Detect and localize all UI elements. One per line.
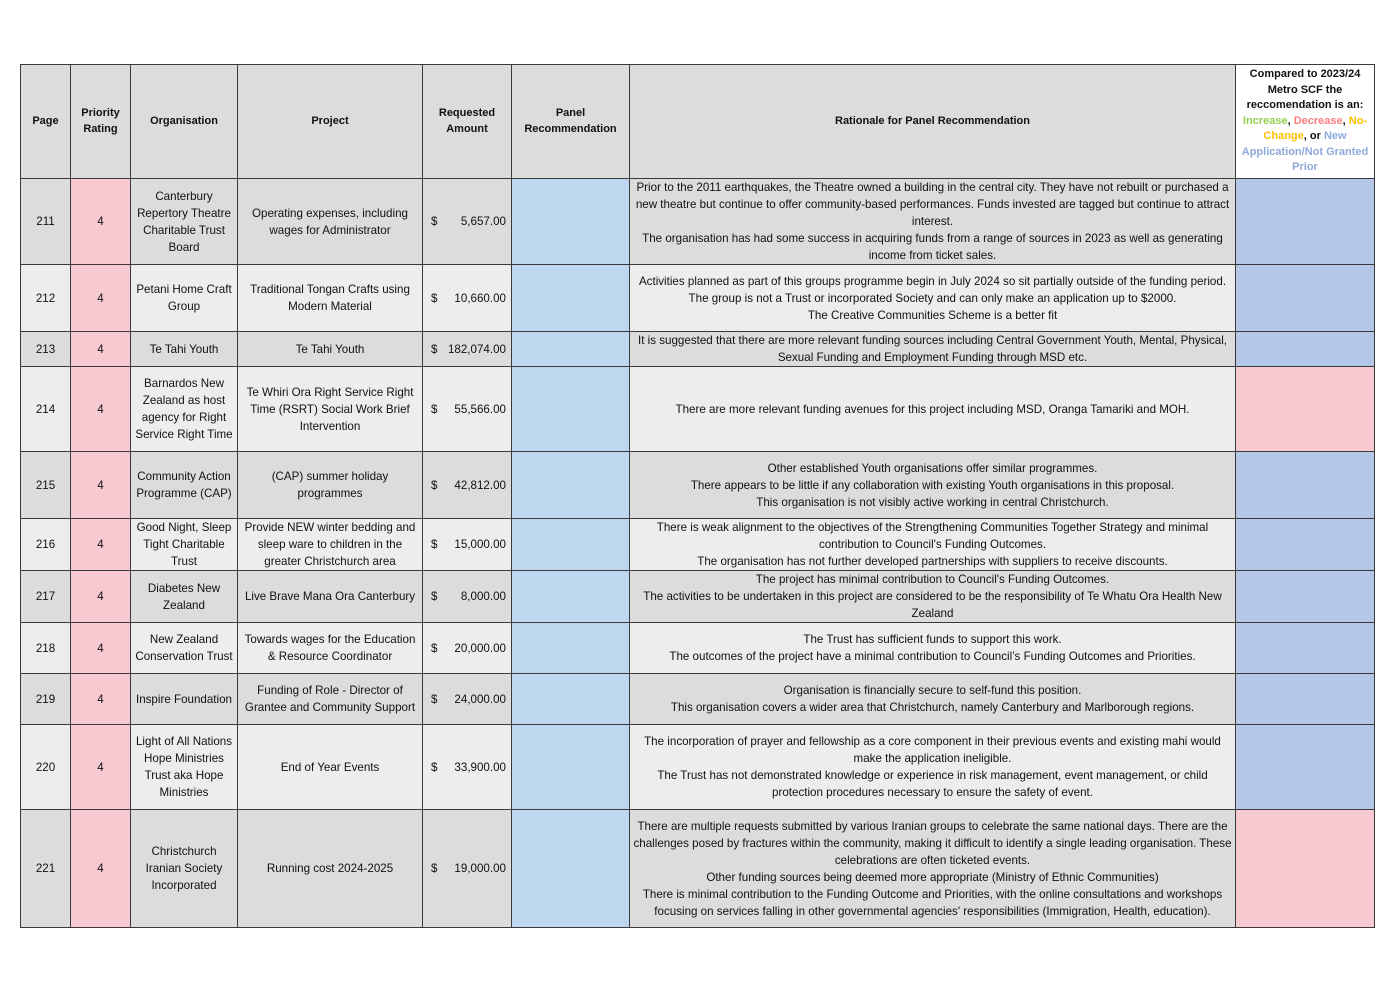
organisation-cell: Good Night, Sleep Tight Charitable Trust [131, 519, 238, 571]
comparison-cell [1236, 367, 1375, 452]
requested-amount-cell [423, 332, 512, 367]
organisation-cell: Inspire Foundation [131, 674, 238, 725]
requested-amount-cell [423, 571, 512, 623]
rationale-cell [630, 725, 1236, 810]
comparison-cell [1236, 810, 1375, 928]
rationale-cell [630, 519, 1236, 571]
comparison-cell [1236, 265, 1375, 332]
project-cell: Te Whiri Ora Right Service Right Time (RSRT) Social Work Brief Intervention [238, 367, 423, 452]
page-cell: 219 [21, 674, 71, 725]
comparison-cell [1236, 571, 1375, 623]
comparison-cell [1236, 179, 1375, 265]
rationale-cell [630, 367, 1236, 452]
panel-recommendation-cell [512, 674, 630, 725]
requested-amount-cell [423, 623, 512, 674]
table-row [21, 623, 1375, 674]
priority-cell: 4 [71, 810, 131, 928]
legend-sep: , [1287, 114, 1294, 127]
header-project: Project [238, 65, 423, 179]
rationale-line: There are multiple requests submitted by various Iranian groups to celebrate the same national days. There are the challenges posed by fractures within the community, making it difficult to identify a single leading organisation. These celebrations are often ticketed events. [633, 819, 1232, 867]
currency-symbol: $ [431, 862, 438, 875]
project-cell: Towards wages for the Education & Resource Coordinator [238, 623, 423, 674]
amount-value: 5,657.00 [460, 215, 506, 228]
legend-sep: , [1342, 114, 1349, 127]
requested-amount-cell [423, 179, 512, 265]
amount-value: 15,000.00 [454, 538, 506, 551]
requested-amount-cell [423, 367, 512, 452]
amount-value: 55,566.00 [454, 402, 506, 416]
comparison-cell [1236, 332, 1375, 367]
priority-cell: 4 [71, 623, 131, 674]
organisation-cell: Community Action Programme (CAP) [131, 452, 238, 519]
rationale-line: There is minimal contribution to the Funding Outcome and Priorities, with the online consultations and workshops focusing on services falling in other governmental agencies' responsibilities (Immigration, Health, education). [642, 887, 1223, 918]
header-priority-rating: Priority Rating [71, 65, 131, 179]
table-row [21, 179, 1375, 265]
rationale-line: Activities planned as part of this groups programme begin in July 2024 so sit partially outside of the funding period. [638, 274, 1227, 288]
organisation-cell: New Zealand Conservation Trust [131, 623, 238, 674]
table-row [21, 519, 1375, 571]
rationale-line: This organisation covers a wider area that Christchurch, namely Canterbury and Marlborough regions. [670, 701, 1195, 714]
table-row [21, 332, 1375, 367]
rationale-line: The Trust has not demonstrated knowledge or experience in risk management, event management, or child protection procedures necessary to ensure the safety of event. [657, 769, 1208, 799]
page-cell: 220 [21, 725, 71, 810]
rationale-line: The Creative Communities Scheme is a better fit [807, 308, 1058, 322]
page-cell: 221 [21, 810, 71, 928]
table-row [21, 571, 1375, 623]
rationale-line: The activities to be undertaken in this project are considered to be the responsibility of Te Whatu Ora Health New Zealand [643, 590, 1222, 620]
rationale-line: The group is not a Trust or incorporated Society and can only make an application up to $2000. [688, 291, 1177, 305]
legend-decrease: Decrease [1293, 114, 1343, 127]
table-row [21, 265, 1375, 332]
amount-value: 20,000.00 [454, 641, 506, 655]
header-row [21, 65, 1375, 179]
page-cell: 214 [21, 367, 71, 452]
comparison-intro: Compared to 2023/24 Metro SCF the reccomendation is an: [1246, 68, 1364, 112]
rationale-line: Other funding sources being deemed more appropriate (Ministry of Ethnic Communities) [706, 870, 1159, 884]
header-requested-amount: Requested Amount [423, 65, 512, 179]
rationale-cell [630, 332, 1236, 367]
comparison-cell [1236, 519, 1375, 571]
project-cell: Funding of Role - Director of Grantee and Community Support [238, 674, 423, 725]
comparison-cell [1236, 725, 1375, 810]
rationale-line: The Trust has sufficient funds to support this work. [803, 633, 1062, 646]
panel-recommendation-cell [512, 725, 630, 810]
project-cell: (CAP) summer holiday programmes [238, 452, 423, 519]
page-cell: 211 [21, 179, 71, 265]
rationale-line: The project has minimal contribution to Council's Funding Outcomes. [755, 573, 1110, 586]
comparison-cell [1236, 674, 1375, 725]
project-cell: End of Year Events [238, 725, 423, 810]
rationale-line: This organisation is not visibly active working in central Christchurch. [756, 495, 1109, 509]
rationale-cell [630, 265, 1236, 332]
panel-recommendation-cell [512, 265, 630, 332]
funding-recommendations-table [20, 64, 1375, 928]
legend-increase: Increase [1242, 114, 1288, 127]
comparison-cell [1236, 452, 1375, 519]
rationale-cell [630, 674, 1236, 725]
currency-symbol: $ [431, 760, 438, 774]
organisation-cell: Te Tahi Youth [131, 332, 238, 367]
rationale-line: There are more relevant funding avenues for this project including MSD, Oranga Tamariki and MOH. [675, 402, 1190, 416]
organisation-cell: Petani Home Craft Group [131, 265, 238, 332]
legend-no-change: No-Change [1263, 114, 1368, 143]
rationale-cell [630, 810, 1236, 928]
rationale-line: It is suggested that there are more relevant funding sources including Central Government Youth, Mental, Physical, Sexual Funding and Employment Funding through MSD etc. [637, 334, 1228, 364]
requested-amount-cell [423, 725, 512, 810]
amount-value: 19,000.00 [454, 862, 506, 875]
amount-value: 33,900.00 [454, 760, 506, 774]
amount-value: 24,000.00 [454, 692, 506, 706]
organisation-cell: Light of All Nations Hope Ministries Trust aka Hope Ministries [131, 725, 238, 810]
header-comparison [1236, 65, 1375, 179]
legend-or: , or [1303, 130, 1324, 143]
panel-recommendation-cell [512, 810, 630, 928]
requested-amount-cell [423, 674, 512, 725]
rationale-line: There is weak alignment to the objectives of the Strengthening Communities Together Strategy and minimal contribution to Council's Funding Outcomes. [656, 521, 1209, 551]
amount-value: 42,812.00 [454, 478, 506, 492]
table-row [21, 725, 1375, 810]
header-rationale: Rationale for Panel Recommendation [630, 65, 1236, 179]
requested-amount-cell [423, 265, 512, 332]
header-page: Page [21, 65, 71, 179]
priority-cell: 4 [71, 367, 131, 452]
project-cell: Live Brave Mana Ora Canterbury [238, 571, 423, 623]
priority-cell: 4 [71, 332, 131, 367]
rationale-line: There appears to be little if any collaboration with existing Youth organisations in this proposal. [690, 478, 1175, 492]
amount-value: 8,000.00 [460, 590, 506, 603]
comparison-cell [1236, 623, 1375, 674]
panel-recommendation-cell [512, 623, 630, 674]
rationale-line: The organisation has not further developed partnerships with suppliers to receive discounts. [697, 555, 1168, 568]
priority-cell: 4 [71, 519, 131, 571]
organisation-cell: Christchurch Iranian Society Incorporated [131, 810, 238, 928]
rationale-line: Other established Youth organisations offer similar programmes. [767, 461, 1098, 475]
legend-new-application: New Application/Not Granted Prior [1241, 130, 1369, 174]
rationale-line: The incorporation of prayer and fellowship as a core component in their previous events and existing mahi would make the application ineligible. [644, 735, 1221, 765]
currency-symbol: $ [431, 478, 438, 492]
panel-recommendation-cell [512, 452, 630, 519]
currency-symbol: $ [431, 590, 438, 603]
page-cell: 215 [21, 452, 71, 519]
page-cell: 212 [21, 265, 71, 332]
requested-amount-cell [423, 810, 512, 928]
project-cell: Running cost 2024-2025 [238, 810, 423, 928]
priority-cell: 4 [71, 674, 131, 725]
currency-symbol: $ [431, 402, 438, 416]
amount-value: 10,660.00 [454, 291, 506, 305]
project-cell: Traditional Tongan Crafts using Modern Material [238, 265, 423, 332]
requested-amount-cell [423, 519, 512, 571]
priority-cell: 4 [71, 725, 131, 810]
panel-recommendation-cell [512, 519, 630, 571]
amount-value: 182,074.00 [447, 342, 506, 356]
page-cell: 218 [21, 623, 71, 674]
table-row [21, 674, 1375, 725]
page-cell: 217 [21, 571, 71, 623]
rationale-line: The outcomes of the project have a minimal contribution to Council’s Funding Outcomes and Priorities. [669, 650, 1196, 663]
rationale-cell [630, 571, 1236, 623]
priority-cell: 4 [71, 179, 131, 265]
project-cell: Operating expenses, including wages for Administrator [238, 179, 423, 265]
currency-symbol: $ [431, 538, 438, 551]
rationale-line: Prior to the 2011 earthquakes, the Theatre owned a building in the central city. They have not rebuilt or purchased a new theatre but continue to offer community-based performances. Funds invested are tagged but continue to attract interest. [635, 181, 1230, 228]
requested-amount-cell [423, 452, 512, 519]
header-panel-recommendation: Panel Recommendation [512, 65, 630, 179]
currency-symbol: $ [431, 692, 438, 706]
header-organisation: Organisation [131, 65, 238, 179]
currency-symbol: $ [431, 215, 438, 228]
priority-cell: 4 [71, 452, 131, 519]
priority-cell: 4 [71, 265, 131, 332]
rationale-line: Organisation is financially secure to self-fund this position. [783, 684, 1082, 697]
table-row [21, 367, 1375, 452]
page-cell: 213 [21, 332, 71, 367]
rationale-line: The organisation has had some success in acquiring funds from a range of sources in 2023 as well as generating income from ticket sales. [642, 232, 1223, 262]
project-cell: Provide NEW winter bedding and sleep ware to children in the greater Christchurch area [238, 519, 423, 571]
table-row [21, 810, 1375, 928]
priority-cell: 4 [71, 571, 131, 623]
rationale-cell [630, 623, 1236, 674]
rationale-cell [630, 179, 1236, 265]
organisation-cell: Canterbury Repertory Theatre Charitable Trust Board [131, 179, 238, 265]
panel-recommendation-cell [512, 571, 630, 623]
currency-symbol: $ [431, 641, 438, 655]
panel-recommendation-cell [512, 179, 630, 265]
organisation-cell: Diabetes New Zealand [131, 571, 238, 623]
project-cell: Te Tahi Youth [238, 332, 423, 367]
panel-recommendation-cell [512, 367, 630, 452]
table-row [21, 452, 1375, 519]
rationale-cell [630, 452, 1236, 519]
currency-symbol: $ [431, 291, 438, 305]
organisation-cell: Barnardos New Zealand as host agency for Right Service Right Time [131, 367, 238, 452]
panel-recommendation-cell [512, 332, 630, 367]
page-cell: 216 [21, 519, 71, 571]
currency-symbol: $ [431, 342, 438, 356]
